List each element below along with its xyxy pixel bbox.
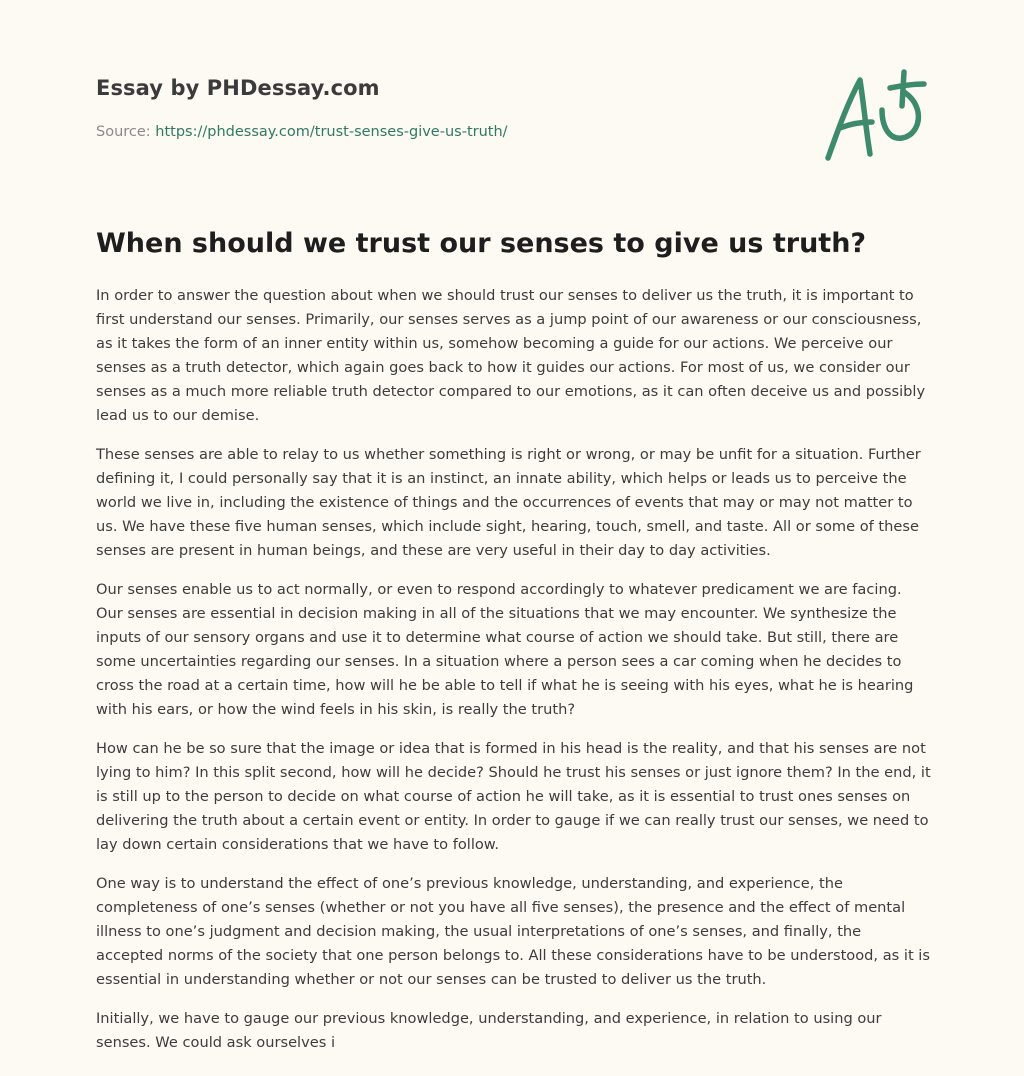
source-line (96, 124, 508, 140)
essay-paragraph: One way is to understand the effect of one’s previous knowledge, understanding, and experience, the completeness of one’s senses (whether or not you have all five senses), the presence and the effect of mental illness to one’s judgment and decision making, the usual interpretations of one’s senses, and finally, the accepted norms of the society that one person belongs to. All these considerations have to be understood, as it is essential in understanding whether or not our senses can be trusted to deliver us the truth. (96, 875, 930, 988)
essay-paragraph: In order to answer the question about when we should trust our senses to deliver us the truth, it is important to first understand our senses. Primarily, our senses serves as a jump point of our awareness or our consciousness, as it takes the form of an inner entity within us, somehow becoming a guide for our actions. We perceive our senses as a truth detector, which again goes back to how it guides our actions. For most of us, we consider our senses as a much more reliable truth detector compared to our emotions, as it can often deceive us and possibly lead us to our demise. (96, 287, 926, 424)
essay-paragraph: Initially, we have to gauge our previous knowledge, understanding, and experience, in relation to using our senses. We could ask ourselves i (96, 1010, 882, 1051)
site-title: Essay by PHDessay.com (96, 76, 380, 100)
essay-paragraph: How can he be so sure that the image or idea that is formed in his head is the reality, and that his senses are not lying to him? In this split second, how will he decide? Should he trust his senses or just ignore them? In the end, it is still up to the person to decide on what course of action he will take, as it is essential to trust ones senses on delivering the truth about a certain event or entity. In order to gauge if we can really trust our senses, we need to lay down certain considerations that we have to follow. (96, 740, 931, 853)
essay-title: When should we trust our senses to give us truth? (96, 228, 867, 259)
source-link[interactable]: https://phdessay.com/trust-senses-give-us-truth/ (155, 124, 508, 140)
essay-paragraph: These senses are able to relay to us whether something is right or wrong, or may be unfit for a situation. Further defining it, I could personally say that it is an instinct, an innate ability, which helps or leads us to perceive the world we live in, including the existence of things and the occurrences of events that may or may not matter to us. We have these five human senses, which include sight, hearing, touch, smell, and taste. All or some of these senses are present in human beings, and these are very useful in their day to day activities. (96, 446, 921, 559)
source-label: Source: (96, 124, 151, 140)
a-plus-logo-icon (820, 66, 930, 166)
essay-paragraph: Our senses enable us to act normally, or even to respond accordingly to whatever predicament we are facing. Our senses are essential in decision making in all of the situations that we may encounter. We synthesize the inputs of our sensory organs and use it to determine what course of action we should take. But still, there are some uncertainties regarding our senses. In a situation where a person sees a car coming when he decides to cross the road at a certain time, how will he be able to tell if what he is seeing with his eyes, what he is hearing with his ears, or how the wind feels in his skin, is really the truth? (96, 581, 914, 718)
essay-body (96, 284, 932, 1070)
